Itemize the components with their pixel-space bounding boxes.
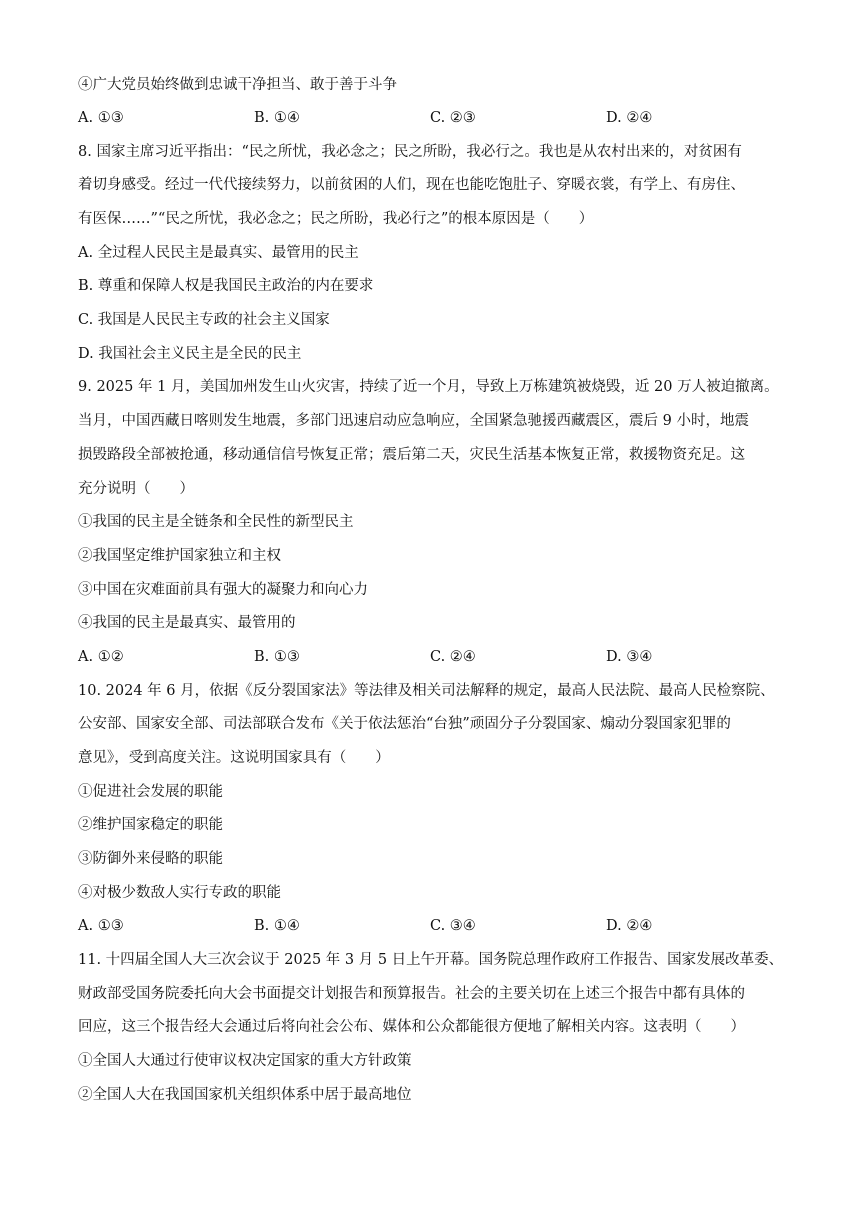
question-9-statement-4: ④我国的民主是最真实、最管用的 — [78, 615, 296, 631]
option-c: C. ②④ — [430, 649, 476, 665]
question-10-stem-line: 10. 2024 年 6 月，依据《反分裂国家法》等法律及相关司法解释的规定，最高人民法院、最高人民检察院、 — [78, 683, 775, 699]
question-10-options — [78, 916, 798, 936]
option-a: A. ①② — [78, 649, 124, 665]
option-d: D. ③④ — [606, 649, 653, 665]
question-10-statement-4: ④对极少数敌人实行专政的职能 — [78, 885, 281, 901]
option-d: D. ②④ — [606, 110, 653, 126]
question-11-stem-line: 财政部受国务院委托向大会书面提交计划报告和预算报告。社会的主要关切在上述三个报告中都有具体的 — [78, 986, 745, 1002]
question-9-stem-line: 损毁路段全部被抢通，移动通信信号恢复正常；震后第二天，灾民生活基本恢复正常，救援物资充足。这 — [78, 447, 745, 463]
question-9-stem-line: 当月，中国西藏日喀则发生地震，多部门迅速启动应急响应，全国紧急驰援西藏震区，震后 9 小时，地震 — [78, 413, 749, 429]
option-b: B. ①③ — [254, 649, 300, 665]
option-b: B. ①④ — [254, 110, 300, 126]
question-11-statement-2: ②全国人大在我国国家机关组织体系中居于最高地位 — [78, 1087, 412, 1103]
option-d: D. ②④ — [606, 918, 653, 934]
option-a: A. ①③ — [78, 918, 124, 934]
option-b: B. ①④ — [254, 918, 300, 934]
question-9-statement-2: ②我国坚定维护国家独立和主权 — [78, 548, 281, 564]
question-10-statement-1: ①促进社会发展的职能 — [78, 784, 223, 800]
question-8-stem-line: 8. 国家主席习近平指出：“民之所忧，我必念之；民之所盼，我必行之。我也是从农村出来的，对贫困有 — [78, 144, 742, 160]
question-8-stem-line: 着切身感受。经过一代代接续努力，以前贫困的人们，现在也能吃饱肚子、穿暖衣裳，有学上、有房住、 — [78, 177, 745, 193]
question-11-statement-1: ①全国人大通过行使审议权决定国家的重大方针政策 — [78, 1053, 412, 1069]
option-a: A. ①③ — [78, 110, 124, 126]
question-9-stem-line: 9. 2025 年 1 月，美国加州发生山火灾害，持续了近一个月，导致上万栋建筑被烧毁，近 20 万人被迫撤离。 — [78, 379, 779, 395]
question-11-stem-line: 回应，这三个报告经大会通过后将向社会公布、媒体和公众都能很方便地了解相关内容。这表明（ ） — [78, 1019, 745, 1035]
question-10-stem-line: 意见》，受到高度关注。这说明国家具有（ ） — [78, 750, 390, 766]
question-9-statement-3: ③中国在灾难面前具有强大的凝聚力和向心力 — [78, 582, 368, 598]
question-8-choice-a: A. 全过程人民民主是最真实、最管用的民主 — [78, 245, 359, 261]
question-9-statement-1: ①我国的民主是全链条和全民性的新型民主 — [78, 514, 354, 530]
question-9-stem-line: 充分说明（ ） — [78, 481, 194, 497]
statement-4: ④广大党员始终做到忠诚干净担当、敢于善于斗争 — [78, 77, 397, 93]
question-8-choice-d: D. 我国社会主义民主是全民的民主 — [78, 346, 302, 362]
question-8-stem-line: 有医保……”“民之所忧，我必念之；民之所盼，我必行之”的根本原因是（ ） — [78, 211, 594, 227]
answer-options — [78, 108, 798, 128]
question-8-choice-c: C. 我国是人民民主专政的社会主义国家 — [78, 312, 330, 328]
question-11-stem-line: 11. 十四届全国人大三次会议于 2025 年 3 月 5 日上午开幕。国务院总理作政府工作报告、国家发展改革委、 — [78, 952, 784, 968]
question-8-choice-b: B. 尊重和保障人权是我国民主政治的内在要求 — [78, 278, 374, 294]
question-9-options — [78, 647, 798, 667]
question-10-statement-2: ②维护国家稳定的职能 — [78, 817, 223, 833]
question-10-statement-3: ③防御外来侵略的职能 — [78, 851, 223, 867]
option-c: C. ③④ — [430, 918, 476, 934]
question-10-stem-line: 公安部、国家安全部、司法部联合发布《关于依法惩治“台独”顽固分子分裂国家、煽动分裂国家犯罪的 — [78, 716, 731, 732]
option-c: C. ②③ — [430, 110, 476, 126]
